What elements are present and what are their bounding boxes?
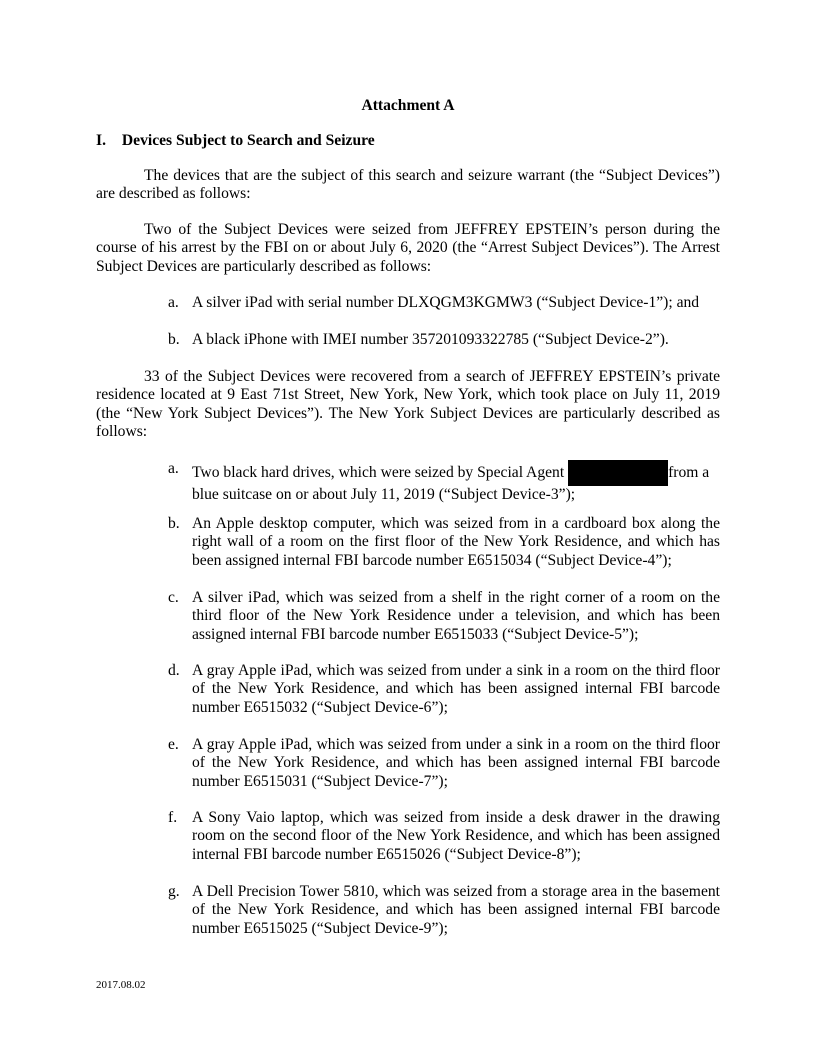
list-item [168,662,720,717]
list-item-text: An Apple desktop computer, which was seized from in a cardboard box along the right wall of a room on the first floor of the New York Residence, and which has been assigned internal FBI barcode number E6515034 (“Subject Device-4”); [192,515,720,569]
list-item-text [192,460,720,504]
list-item-marker: g. [168,883,180,900]
list-item [168,460,720,504]
list-item [168,589,720,644]
section-number: I. [96,132,106,149]
page-title: Attachment A [361,97,455,114]
list-item-text: A black iPhone with IMEI number 357201093322785 (“Subject Device-2”). [192,331,669,348]
list-item [168,809,720,864]
footer-version-date: 2017.08.02 [96,979,146,991]
redaction-block [568,460,668,486]
list-item-text: A silver iPad with serial number DLXQGM3KGMW3 (“Subject Device-1”); and [192,294,700,311]
list-item-marker: b. [168,331,180,348]
list-item [168,883,720,938]
arrest-devices-paragraph: Two of the Subject Devices were seized from JEFFREY EPSTEIN’s person during the course of his arrest by the FBI on or about July 6, 2020 (the “Arrest Subject Devices”). The Arrest Subject Devices are particularly described as follows: [96,221,720,275]
list-item [168,736,720,791]
list-item-text: A Sony Vaio laptop, which was seized from inside a desk drawer in the drawing room on the second floor of the New York Residence, and which has been assigned internal FBI barcode number E6515026 (“Subject Device-8”); [192,809,720,863]
list-item-marker: a. [168,460,179,477]
list-item-marker: d. [168,662,180,679]
new-york-devices-paragraph: 33 of the Subject Devices were recovered from a search of JEFFREY EPSTEIN’s private residence located at 9 East 71st Street, New York, New York, which took place on July 11, 2019 (the “New York Subject Devices”). The New York Subject Devices are particularly described as follows: [96,368,720,440]
list-item-marker: a. [168,294,179,311]
section-heading-text: Devices Subject to Search and Seizure [121,132,375,149]
list-item-text: A silver iPad, which was seized from a shelf in the right corner of a room on the third floor of the New York Residence under a television, and which has been assigned internal FBI barcode number E6515033 (“Subject Device-5”); [192,589,720,643]
list-item [168,515,720,570]
list-item-marker: f. [168,809,178,826]
intro-paragraph: The devices that are the subject of this search and seizure warrant (the “Subject Devices”) are described as follows: [96,167,720,203]
list-item-text: A gray Apple iPad, which was seized from under a sink in a room on the third floor of the New York Residence, and which has been assigned internal FBI barcode number E6515032 (“Subject Device-6”); [192,662,720,716]
list-item-text: A gray Apple iPad, which was seized from under a sink in a room on the third floor of the New York Residence, and which has been assigned internal FBI barcode number E6515031 (“Subject Device-7”); [192,736,720,790]
list-item-text-before: Two black hard drives, which were seized by Special Agent [192,464,565,481]
list-item-marker: b. [168,515,180,532]
list-item [168,331,720,349]
section-heading [96,132,375,150]
list-item-marker: c. [168,589,179,606]
list-item-text: A Dell Precision Tower 5810, which was seized from a storage area in the basement of the New York Residence, and which has been assigned internal FBI barcode number E6515025 (“Subject Device-9”); [192,883,720,937]
list-item-marker: e. [168,736,179,753]
list-item-text-after: from a blue suitcase on or about July 11, 2019 (“Subject Device-3”); [192,464,710,503]
list-item [168,294,720,312]
